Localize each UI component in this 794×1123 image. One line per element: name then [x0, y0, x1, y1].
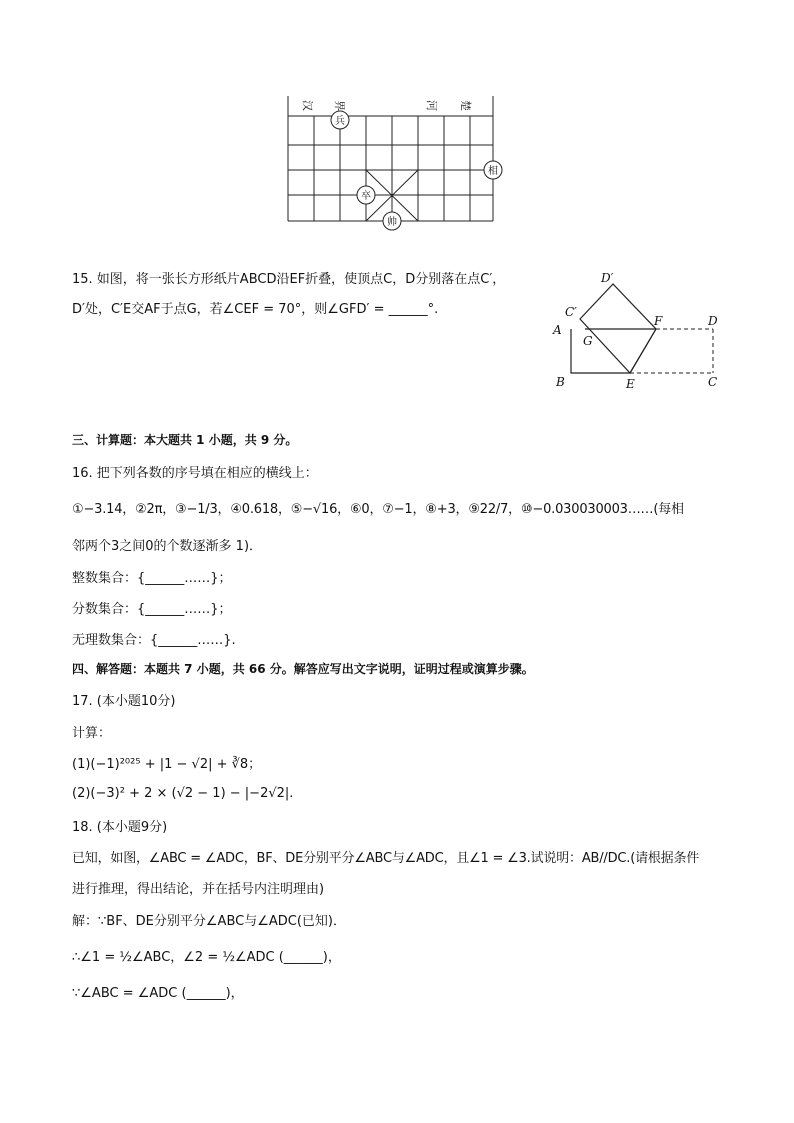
fraction-set: 分数集合：{______……}；: [72, 602, 232, 617]
piece-bing: 兵: [335, 116, 345, 127]
river-char-2: 界: [333, 100, 346, 111]
q15-line2: D′处，C′E交AF于点G，若∠CEF = 70°，则∠GFD′ = ______°.: [72, 302, 439, 317]
q18-line2: 进行推理，得出结论，并在括号内注明理由): [72, 882, 325, 897]
q18-line5: ∵∠ABC = ∠ADC (______)，: [72, 986, 244, 1001]
label-C1: C′: [565, 305, 577, 319]
piece-xiang: 相: [488, 166, 498, 177]
section3-heading: 三、计算题：本大题共 1 小题，共 9 分。: [72, 433, 298, 447]
section4-heading: 四、解答题：本题共 7 小题，共 66 分。解答应写出文字说明，证明过程或演算步骤。: [72, 662, 534, 676]
q16-line1: 16. 把下列各数的序号填在相应的横线上：: [72, 466, 318, 481]
label-F: F: [654, 314, 663, 328]
q17-part1: (1)(−1)²⁰²⁵ + |1 − √2| + ∛8；: [72, 757, 262, 772]
label-G: G: [583, 334, 593, 348]
q15-line1: 15. 如图，将一张长方形纸片ABCD沿EF折叠，使顶点C，D分别落在点C′，: [72, 272, 506, 287]
q18-title: 18. (本小题9分): [72, 820, 168, 835]
label-D: D: [708, 314, 718, 328]
label-A: A: [553, 323, 562, 337]
label-D1: D′: [601, 271, 614, 285]
label-B: B: [556, 375, 565, 389]
river-char-1: 汉: [301, 100, 314, 111]
label-E: E: [626, 377, 635, 391]
q17-prompt: 计算：: [72, 726, 112, 741]
q16-numbers: ①−3.14，②2π，③−1/3，④0.618，⑤−√16，⑥0，⑦−1，⑧+3，⑨22/7，⑩−0.030030003……(每相: [72, 502, 684, 517]
label-C: C: [708, 375, 718, 389]
q18-line3: 解：∵BF、DE分别平分∠ABC与∠ADC(已知)．: [72, 914, 346, 929]
integer-set: 整数集合：{______……}；: [72, 571, 232, 586]
piece-shuai: 帅: [387, 217, 397, 228]
q18-line1: 已知，如图，∠ABC = ∠ADC，BF、DE分别平分∠ABC与∠ADC，且∠1 = ∠3.试说明：AB//DC.(请根据条件: [72, 851, 700, 866]
chessboard-figure: [280, 92, 510, 232]
irrational-set: 无理数集合：{______……}.: [72, 633, 236, 648]
q16-line3: 邻两个3之间0的个数逐渐多 1)．: [72, 539, 263, 554]
q17-title: 17. (本小题10分): [72, 694, 176, 709]
piece-zu: 卒: [361, 191, 371, 202]
q18-line4: ∴∠1 = ½∠ABC，∠2 = ½∠ADC (______)，: [72, 950, 341, 965]
river-char-3: 河: [425, 100, 438, 111]
fold-figure: [545, 262, 735, 397]
river-char-4: 楚: [459, 100, 472, 111]
q17-part2: (2)(−3)² + 2 × (√2 − 1) − |−2√2|.: [72, 786, 294, 801]
